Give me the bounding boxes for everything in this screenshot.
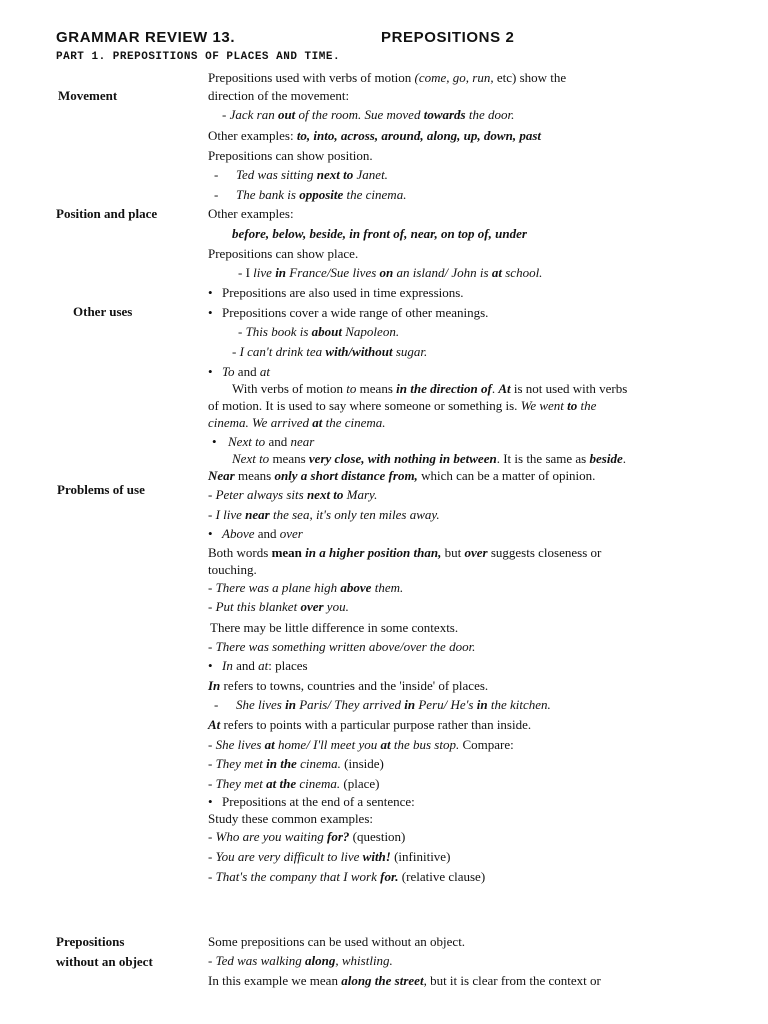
label-problems: Problems of use: [57, 482, 145, 497]
label-without-object-2: without an object: [56, 954, 153, 969]
example-line: - You are very difficult to live with! (infinitive): [208, 849, 451, 864]
example-line: - Ted was sitting next to Janet.: [214, 167, 388, 182]
example-line: - She lives at home/ I'll meet you at the bus stop. Compare:: [208, 737, 514, 752]
label-without-object-1: Prepositions: [56, 934, 125, 949]
example-line: - I can't drink tea with/without sugar.: [232, 344, 428, 359]
bullet-line: • Prepositions at the end of a sentence:: [208, 794, 415, 809]
example-line: - Put this blanket over you.: [208, 599, 349, 614]
text-line: cinema. We arrived at the cinema.: [208, 415, 386, 430]
example-line: - That's the company that I work for. (relative clause): [208, 869, 486, 884]
text-line: With verbs of motion to means in the direction of. At is not used with verbs: [232, 381, 628, 396]
example-line: - They met in the cinema. (inside): [208, 756, 384, 771]
label-movement: Movement: [58, 88, 118, 103]
text-line: Next to means very close, with nothing in between. It is the same as beside.: [232, 451, 626, 466]
bullet-line: • To and at: [208, 364, 270, 379]
text-line: There may be little difference in some contexts.: [210, 620, 459, 635]
label-other-uses: Other uses: [73, 304, 133, 319]
bullet-line: • Prepositions are also used in time expressions.: [208, 285, 464, 300]
text-line: Prepositions used with verbs of motion (come, go, run, etc) show the: [208, 70, 567, 85]
text-line: Other examples:: [208, 206, 294, 221]
example-line: - There was a plane high above them.: [208, 580, 404, 595]
text-line: Prepositions can show position.: [208, 148, 373, 163]
text-line: In refers to towns, countries and the 'inside' of places.: [208, 678, 489, 693]
text-line: of motion. It is used to say where someone or something is. We went to the: [208, 398, 597, 413]
bullet-line: • Prepositions cover a wide range of other meanings.: [208, 305, 489, 320]
text-line: Both words mean in a higher position than, but over suggests closeness or: [208, 545, 602, 560]
example-line: - They met at the cinema. (place): [208, 776, 380, 791]
text-line: At refers to points with a particular purpose rather than inside.: [208, 717, 532, 732]
example-line: - Jack ran out of the room. Sue moved towards the door.: [222, 107, 515, 122]
example-line: - Who are you waiting for? (question): [208, 829, 406, 844]
bullet-line: • Next to and near: [212, 434, 315, 449]
text-line: touching.: [208, 562, 257, 577]
text-line: In this example we mean along the street, but it is clear from the context or: [208, 973, 601, 988]
text-line: Prepositions can show place.: [208, 246, 359, 261]
text-line: Some prepositions can be used without an object.: [208, 934, 466, 949]
example-line: - Peter always sits next to Mary.: [208, 487, 378, 502]
label-position: Position and place: [56, 206, 158, 221]
document-topic: PREPOSITIONS 2: [381, 29, 515, 46]
example-line: - I live near the sea, it's only ten miles away.: [208, 507, 440, 522]
example-line: - She lives in Paris/ They arrived in Peru/ He's in the kitchen.: [214, 697, 551, 712]
bullet-line: • Above and over: [208, 526, 303, 541]
text-line: direction of the movement:: [208, 88, 350, 103]
example-line: - Ted was walking along, whistling.: [208, 953, 393, 968]
example-line: - There was something written above/over the door.: [208, 639, 476, 654]
text-line: Study these common examples:: [208, 811, 374, 826]
bullet-line: • In and at: places: [208, 658, 308, 673]
text-line: Near means only a short distance from, which can be a matter of opinion.: [208, 468, 596, 483]
document-title: GRAMMAR REVIEW 13.: [56, 29, 236, 46]
text-line: before, below, beside, in front of, near, on top of, under: [232, 226, 527, 241]
example-line: - I live in France/Sue lives on an island/ John is at school.: [238, 265, 543, 280]
part-heading: PART 1. PREPOSITIONS OF PLACES AND TIME.: [56, 51, 341, 63]
example-line: - This book is about Napoleon.: [238, 324, 400, 339]
example-line: - The bank is opposite the cinema.: [214, 187, 407, 202]
text-line: Other examples: to, into, across, around, along, up, down, past: [208, 128, 541, 143]
